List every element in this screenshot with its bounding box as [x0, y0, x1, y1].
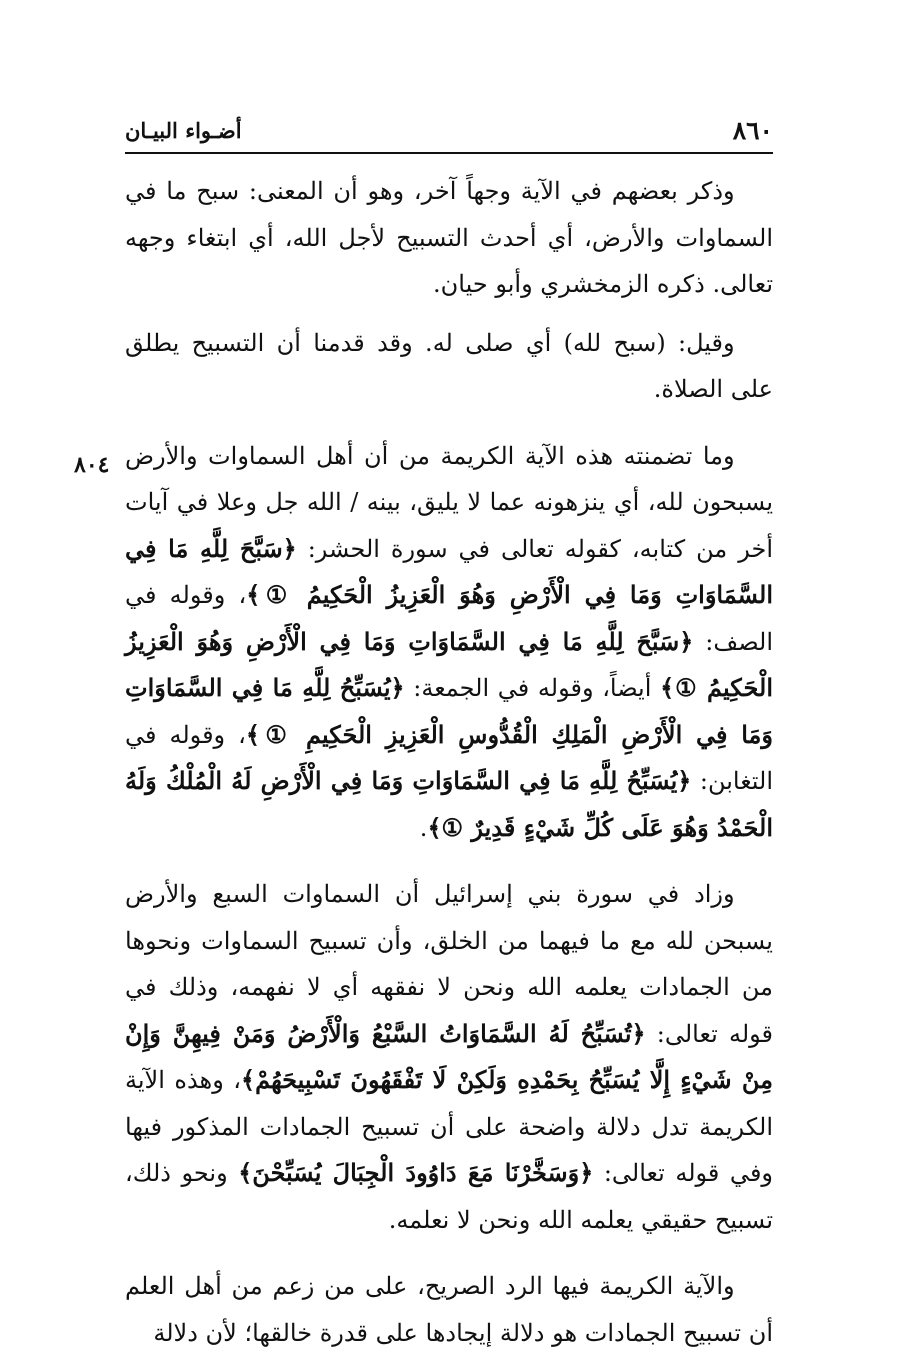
running-title: أضـواء البيـان	[125, 118, 242, 143]
page-header	[125, 112, 773, 154]
paragraph: وقيل: (سبح لله) أي صلى له. وقد قدمنا أن التسبيح يطلق على الصلاة.	[125, 328, 773, 403]
paragraph-text: أيضاً، وقوله في الجمعة:	[404, 674, 661, 702]
paragraph: والآية الكريمة فيها الرد الصريح، على من زعم من أهل العلم أن تسبيح الجمادات هو دلالة إيجادها على قدرة خالقها؛ لأن دلالة	[125, 1272, 773, 1347]
paragraph-text: ، وقوله في التغابن:	[125, 720, 774, 795]
quran-verse: ﴿سَبَّحَ لِلَّهِ مَا فِي السَّمَاوَاتِ وَمَا فِي الْأَرْضِ وَهُوَ الْعَزِيزُ الْحَكِيمُ ①﴾	[125, 626, 773, 702]
paragraph-text: وزاد في سورة بني إسرائيل أن السماوات السبع والأرض يسبحن لله مع ما فيهما من الخلق، وأن تسبيح السماوات ونحوها من الجمادات يعلمه الله ونحن لا نفقهه أي لا نفهمه، وذلك في قوله تعالى:	[125, 880, 773, 1048]
page-number: ٨٦٠	[732, 116, 773, 145]
margin-reference-number: ٨٠٤	[74, 452, 110, 478]
quran-verse: ﴿يُسَبِّحُ لِلَّهِ مَا فِي السَّمَاوَاتِ وَمَا فِي الْأَرْضِ لَهُ الْمُلْكُ وَلَهُ الْحَمْدُ وَهُوَ عَلَى كُلِّ شَيْءٍ قَدِيرٌ ①﴾	[125, 766, 773, 842]
paragraph-text: وما تضمنته هذه الآية الكريمة من أن أهل السماوات والأرض يسبحون لله، أي ينزهونه عما لا يليق، بينه / الله جل وعلا في آيات أخر من كتابه، كقوله تعالى في سورة الحشر:	[125, 441, 773, 563]
quran-verse: ﴿سَبَّحَ لِلَّهِ مَا فِي السَّمَاوَاتِ وَمَا فِي الْأَرْضِ وَهُوَ الْعَزِيزُ الْحَكِيمُ ①﴾	[125, 533, 774, 609]
paragraph-text: ، وهذه الآية الكريمة تدل دلالة واضحة على أن تسبيح الجمادات المذكور فيها وفي قوله تعالى:	[125, 1066, 774, 1187]
paragraph: وذكر بعضهم في الآية وجهاً آخر، وهو أن المعنى: سبح ما في السماوات والأرض، أي أحدث التسبيح لأجل الله، أي ابتغاء وجهه تعالى. ذكره الزمخشري وأبو حيان.	[125, 177, 773, 298]
paragraph-text: .	[419, 813, 428, 842]
paragraph-text: ونحو ذلك، تسبيح حقيقي يعلمه الله ونحن لا نعلمه.	[125, 1159, 773, 1234]
main-text	[125, 168, 774, 1347]
quran-verse: ﴿يُسَبِّحُ لِلَّهِ مَا فِي السَّمَاوَاتِ وَمَا فِي الْأَرْضِ الْمَلِكِ الْقُدُّوسِ الْعَزِيزِ الْحَكِيمِ ①﴾	[125, 673, 773, 749]
paragraph	[125, 871, 773, 1243]
quran-verse: ﴿تُسَبِّحُ لَهُ السَّمَاوَاتُ السَّبْعُ وَالْأَرْضُ وَمَنْ فِيهِنَّ وَإِنْ مِنْ شَيْءٍ إِلَّا يُسَبِّحُ بِحَمْدِهِ وَلَكِنْ لَا تَفْقَهُونَ تَسْبِيحَهُمْ﴾	[125, 1018, 773, 1094]
paragraph	[125, 433, 773, 852]
paragraph-text: ، وقوله في الصف:	[125, 581, 773, 656]
quran-verse: ﴿وَسَخَّرْنَا مَعَ دَاوُودَ الْجِبَالَ يُسَبِّحْنَ﴾	[238, 1158, 594, 1187]
